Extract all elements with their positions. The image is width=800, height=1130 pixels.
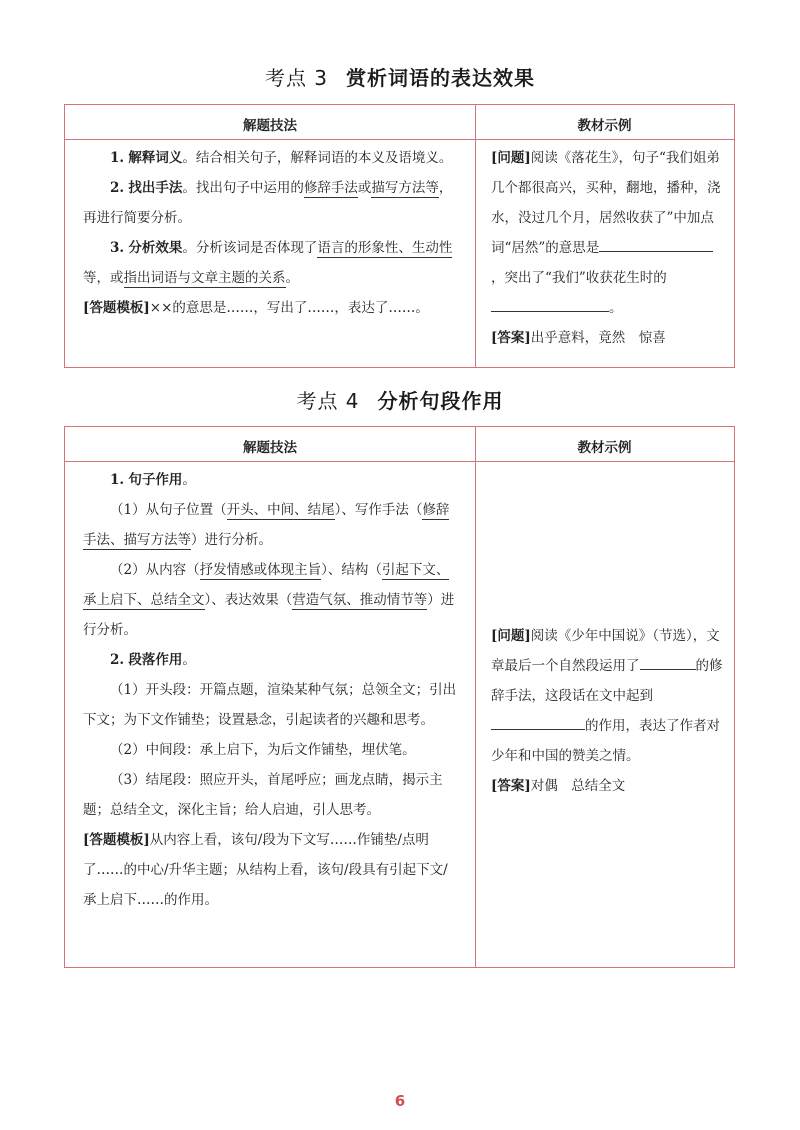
answer-tag: [答案] — [491, 778, 531, 794]
section4-heading-2: 2. 段落作用。 — [110, 652, 196, 668]
section3-right-header: 教材示例 — [577, 118, 632, 134]
section3-right-content — [491, 143, 723, 353]
answer-tag: [答案] — [491, 330, 531, 346]
section3-item-1: 1. 解释词义。结合相关句子，解释词语的本义及语境义。 — [110, 150, 453, 166]
template-tag: [答题模板] — [83, 300, 150, 316]
answer-blank — [491, 715, 585, 730]
section3-number: 考点 3 — [264, 66, 329, 90]
question-tag: [问题] — [491, 628, 531, 644]
section4-title — [0, 385, 800, 414]
section3-title — [0, 62, 800, 91]
section3-table — [64, 104, 735, 368]
section3-item-3: 3. 分析效果。分析该词是否体现了语言的形象性、生动性等，或指出词语与文章主题的关系。 — [83, 240, 453, 286]
question-tag: [问题] — [491, 150, 531, 166]
section3-template — [83, 293, 457, 323]
section4-heading-1: 1. 句子作用。 — [110, 472, 196, 488]
section3-example-question: [问题]阅读《落花生》，句子“我们姐弟几个都很高兴，买种，翻地，播种，浇水，没过几个月，居然收获了”中加点词“居然”的意思是，突出了“我们”收获花生时的。 — [491, 150, 721, 316]
template-text: 从内容上看，该句/段为下文写……作铺垫/点明了……的中心/升华主题；从结构上看，该句/段具有引起下文/承上启下……的作用。 — [83, 832, 448, 908]
page-number: 6 — [394, 1092, 406, 1110]
section4-example-question: [问题]阅读《少年中国说》（节选），文章最后一个自然段运用了 的修辞手法，这段话在文中起到的作用，表达了作者对少年和中国的赞美之情。 — [491, 628, 723, 764]
section4-right-content — [491, 621, 723, 801]
answer-blank — [599, 237, 673, 252]
section4-table — [64, 426, 735, 968]
section4-paragraph-2: （2）从内容（抒发情感或体现主旨）、结构（引起下文、承上启下、总结全文）、表达效果（营造气氛、推动情节等）进行分析。 — [83, 562, 455, 638]
section4-title-text: 分析句段作用 — [377, 389, 504, 413]
section4-paragraph-4: （2）中间段：承上启下，为后文作铺垫，埋伏笔。 — [110, 742, 416, 758]
section3-header-divider — [65, 139, 734, 140]
section4-paragraph-5: （3）结尾段：照应开头，首尾呼应；画龙点睛，揭示主题；总结全文，深化主旨；给人启迪，引人思考。 — [83, 772, 443, 818]
section4-template — [83, 825, 457, 915]
section4-right-header: 教材示例 — [577, 440, 632, 456]
answer-blank — [640, 655, 696, 670]
section4-header-divider — [65, 461, 734, 462]
answer-blank — [673, 237, 713, 252]
answer-blank — [491, 297, 609, 312]
section3-left-content — [83, 143, 457, 323]
section4-left-header: 解题技法 — [243, 440, 297, 456]
section4-left-content — [83, 465, 457, 915]
section4-paragraph-3: （1）开头段：开篇点题，渲染某种气氛；总领全文；引出下文；为下文作铺垫；设置悬念，引起读者的兴趣和思考。 — [83, 682, 457, 728]
section3-item-2: 2. 找出手法。找出句子中运用的修辞手法或描写方法等，再进行简要分析。 — [83, 180, 453, 226]
template-text: ××的意思是……，写出了……，表达了……。 — [149, 300, 429, 316]
section3-left-header: 解题技法 — [243, 118, 297, 134]
template-tag: [答题模板] — [83, 832, 150, 848]
section3-title-text: 赏析词语的表达效果 — [346, 66, 536, 90]
section3-example-answer: [答案]出乎意料，竟然 惊喜 — [491, 330, 666, 346]
section4-paragraph-1: （1）从句子位置（开头、中间、结尾）、写作手法（修辞手法、描写方法等）进行分析。 — [83, 502, 450, 548]
section4-example-answer: [答案]对偶 总结全文 — [491, 778, 626, 794]
section4-number: 考点 4 — [296, 389, 360, 413]
